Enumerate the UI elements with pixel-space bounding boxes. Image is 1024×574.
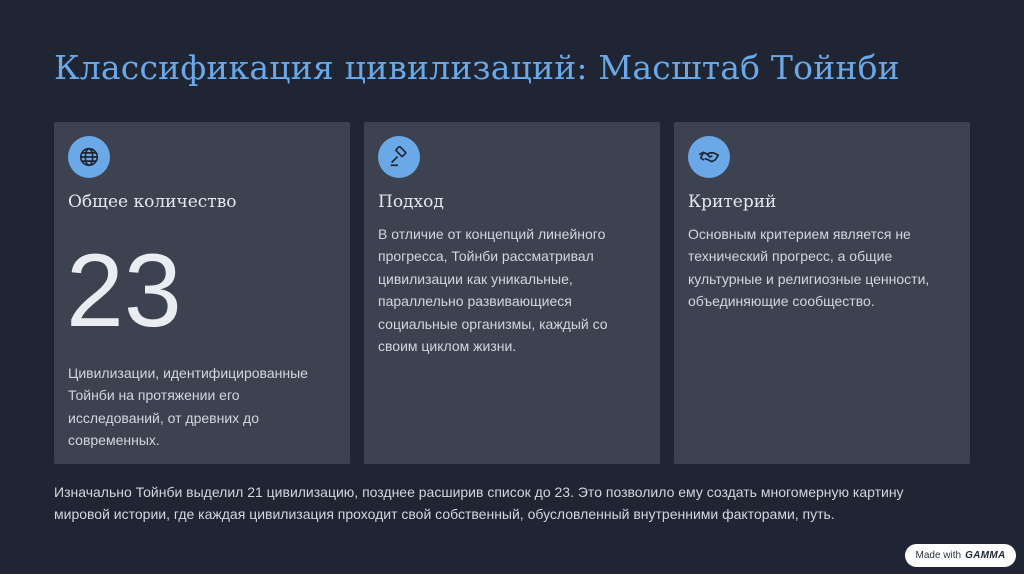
summary-text: Изначально Тойнби выделил 21 цивилизацию, позднее расширив список до 23. Это позволило ему создать многомерную картину мировой истории, где каждая цивилизация проходит свой собственный, обусловленный внутренними факторами, путь.: [54, 484, 904, 523]
card-text: Основным критерием является не технический прогресс, а общие культурные и религиозные ценности, объединяющие сообщество.: [688, 226, 930, 310]
card-title: Общее количество: [68, 192, 237, 212]
handshake-icon: [688, 136, 730, 178]
card-text: Цивилизации, идентифицированные Тойнби на протяжении его исследований, от древних до современных.: [68, 365, 308, 449]
badge-prefix: Made with: [915, 550, 962, 561]
hammer-icon: [378, 136, 420, 178]
card-approach: [364, 122, 660, 464]
card-text: В отличие от концепций линейного прогресса, Тойнби рассматривал цивилизации как уникальные, параллельно развивающиеся социальные организмы, каждый со своим циклом жизни.: [378, 226, 608, 355]
card-title: Критерий: [688, 192, 777, 212]
gamma-logo: GAMMA: [965, 550, 1006, 561]
slide-title: Классификация цивилизаций: Масштаб Тойнби: [54, 48, 900, 87]
made-with-gamma-badge[interactable]: [905, 544, 1016, 567]
globe-icon: [68, 136, 110, 178]
card-total-count: [54, 122, 350, 464]
big-number: 23: [66, 233, 182, 349]
card-criterion: [674, 122, 970, 464]
card-title: Подход: [378, 192, 444, 212]
